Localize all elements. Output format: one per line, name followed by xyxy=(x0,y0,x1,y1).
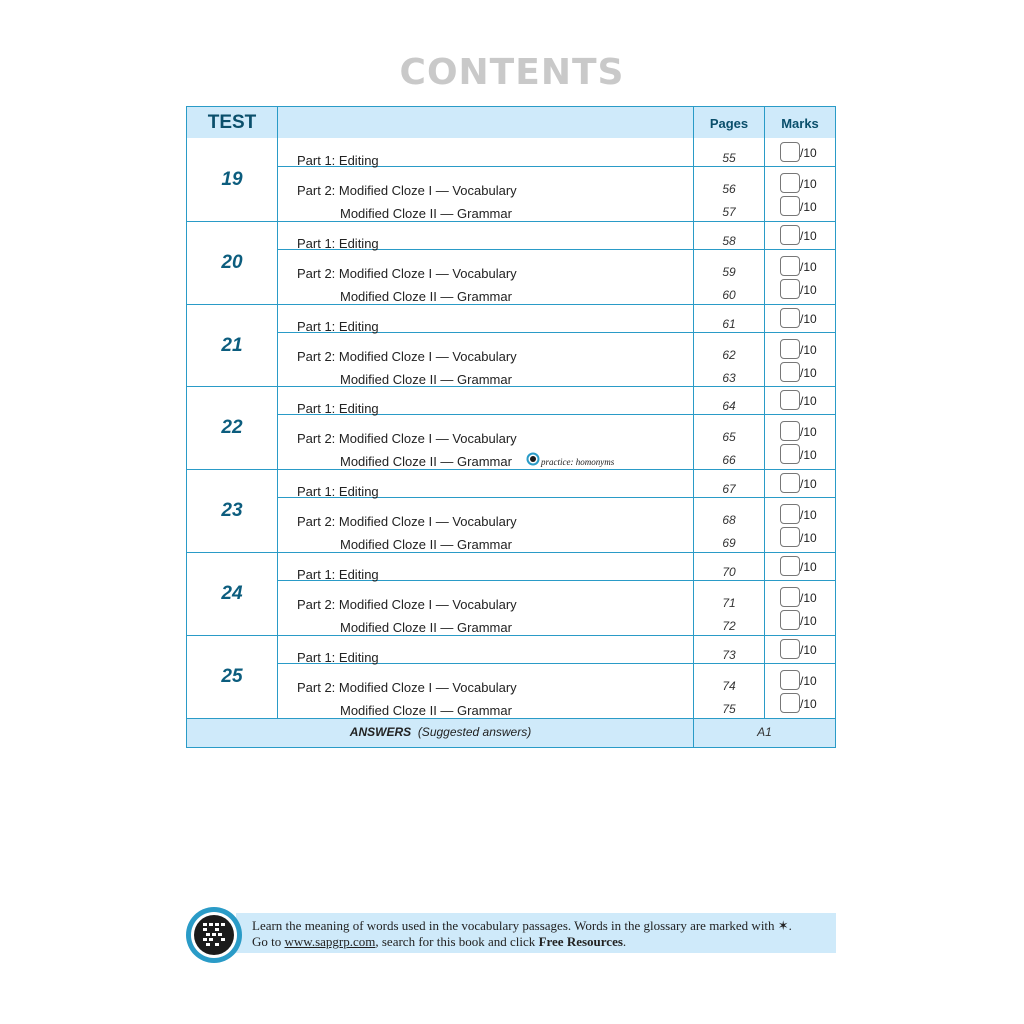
page-number: 61 xyxy=(722,317,736,331)
footer-website-link[interactable]: www.sapgrp.com xyxy=(284,934,376,949)
marks-checkbox[interactable] xyxy=(780,670,800,690)
footer-line-2-prefix: Go to xyxy=(252,934,285,949)
header-marks: Marks xyxy=(781,116,819,131)
marks-checkbox[interactable] xyxy=(780,279,800,299)
marks-checkbox[interactable] xyxy=(780,173,800,193)
marks-checkbox[interactable] xyxy=(780,693,800,713)
marks-total: /10 xyxy=(800,146,817,160)
col-divider-marks xyxy=(764,107,765,718)
block-divider xyxy=(187,304,835,305)
page-number: 64 xyxy=(722,399,736,413)
answers-label xyxy=(188,718,693,747)
marks-total: /10 xyxy=(800,477,817,491)
block-divider xyxy=(187,221,835,222)
page-number: 72 xyxy=(722,619,736,633)
footer-line-2 xyxy=(252,934,626,950)
page-number: 62 xyxy=(722,348,736,362)
marks-checkbox[interactable] xyxy=(780,256,800,276)
row-label: Part 2: Modified Cloze I — Vocabulary xyxy=(297,349,517,364)
marks-total: /10 xyxy=(800,200,817,214)
col-divider-test xyxy=(277,107,278,718)
block-divider xyxy=(187,469,835,470)
glossary-book-icon xyxy=(185,906,243,964)
marks-total: /10 xyxy=(800,448,817,462)
footer-line-1: Learn the meaning of words used in the vocabulary passages. Words in the glossary are marked with ✶. xyxy=(252,918,792,933)
marks-checkbox[interactable] xyxy=(780,196,800,216)
page-number: 73 xyxy=(722,648,736,662)
row-label: Part 1: Editing xyxy=(297,401,379,416)
page-number: 57 xyxy=(722,205,736,219)
page-number: 75 xyxy=(722,702,736,716)
marks-checkbox[interactable] xyxy=(780,504,800,524)
answers-title: ANSWERS xyxy=(349,725,412,739)
row-label: Part 1: Editing xyxy=(297,484,379,499)
block-divider xyxy=(187,552,835,553)
page-number: 66 xyxy=(722,453,736,467)
row-label: Part 1: Editing xyxy=(297,567,379,582)
row-label: Part 1: Editing xyxy=(297,319,379,334)
marks-total: /10 xyxy=(800,343,817,357)
page-number: 55 xyxy=(722,151,736,165)
marks-checkbox[interactable] xyxy=(780,587,800,607)
marks-total: /10 xyxy=(800,177,817,191)
marks-checkbox[interactable] xyxy=(780,639,800,659)
row-label: Part 2: Modified Cloze I — Vocabulary xyxy=(297,183,517,198)
marks-checkbox[interactable] xyxy=(780,556,800,576)
page-number: 70 xyxy=(722,565,736,579)
test-number: 22 xyxy=(221,417,243,438)
marks-checkbox[interactable] xyxy=(780,610,800,630)
test-number: 21 xyxy=(221,335,243,356)
row-label: Modified Cloze II — Grammar xyxy=(340,703,512,718)
page-number: 56 xyxy=(722,182,736,196)
answers-page: A1 xyxy=(757,725,772,739)
row-label: Modified Cloze II — Grammar xyxy=(340,289,512,304)
marks-total: /10 xyxy=(800,425,817,439)
marks-total: /10 xyxy=(800,229,817,243)
marks-checkbox[interactable] xyxy=(780,339,800,359)
marks-checkbox[interactable] xyxy=(780,225,800,245)
page-number: 74 xyxy=(722,679,736,693)
row-label: Modified Cloze II — Grammar xyxy=(340,620,512,635)
marks-total: /10 xyxy=(800,394,817,408)
block-divider xyxy=(187,635,835,636)
marks-total: /10 xyxy=(800,674,817,688)
marks-checkbox[interactable] xyxy=(780,362,800,382)
page-number: 59 xyxy=(722,265,736,279)
page-number: 71 xyxy=(722,596,736,610)
row-label: Part 2: Modified Cloze I — Vocabulary xyxy=(297,266,517,281)
header-pages: Pages xyxy=(709,116,749,131)
marks-total: /10 xyxy=(800,366,817,380)
page-number: 68 xyxy=(722,513,736,527)
row-label: Modified Cloze II — Grammar xyxy=(340,537,512,552)
row-label: Modified Cloze II — Grammar xyxy=(340,206,512,221)
marks-total: /10 xyxy=(800,283,817,297)
marks-checkbox[interactable] xyxy=(780,142,800,162)
header-test: TEST xyxy=(207,112,257,133)
row-label: Part 1: Editing xyxy=(297,650,379,665)
practice-note: practice: homonyms xyxy=(541,457,615,467)
page-number: 65 xyxy=(722,430,736,444)
marks-total: /10 xyxy=(800,697,817,711)
row-label: Part 1: Editing xyxy=(297,153,379,168)
marks-total: /10 xyxy=(800,260,817,274)
marks-total: /10 xyxy=(800,591,817,605)
page-number: 67 xyxy=(722,482,736,496)
page-title: CONTENTS xyxy=(399,52,625,93)
test-number: 23 xyxy=(221,500,243,521)
marks-checkbox[interactable] xyxy=(780,390,800,410)
marks-checkbox[interactable] xyxy=(780,308,800,328)
footer-line-2-suffix: . xyxy=(622,934,627,949)
test-number: 19 xyxy=(221,169,243,190)
page-number: 63 xyxy=(722,371,736,385)
page-number: 69 xyxy=(722,536,736,550)
row-label: Part 2: Modified Cloze I — Vocabulary xyxy=(297,514,517,529)
test-number: 24 xyxy=(221,583,243,604)
answers-note: (Suggested answers) xyxy=(417,725,532,739)
row-label: Modified Cloze II — Grammar xyxy=(340,372,512,387)
footer-free-resources: Free Resources xyxy=(538,934,623,949)
row-label: Part 1: Editing xyxy=(297,236,379,251)
marks-checkbox[interactable] xyxy=(780,527,800,547)
row-label: Part 2: Modified Cloze I — Vocabulary xyxy=(297,597,517,612)
row-label: Part 2: Modified Cloze I — Vocabulary xyxy=(297,680,517,695)
footer-line-2-middle: , search for this book and click xyxy=(375,934,539,949)
marks-total: /10 xyxy=(800,508,817,522)
marks-checkbox[interactable] xyxy=(780,473,800,493)
practice-icon xyxy=(526,452,540,466)
page-number: 58 xyxy=(722,234,736,248)
marks-checkbox[interactable] xyxy=(780,444,800,464)
row-label: Modified Cloze II — Grammar xyxy=(340,454,512,469)
marks-total: /10 xyxy=(800,531,817,545)
row-label: Part 2: Modified Cloze I — Vocabulary xyxy=(297,431,517,446)
test-number: 25 xyxy=(221,666,243,687)
marks-total: /10 xyxy=(800,560,817,574)
marks-total: /10 xyxy=(800,312,817,326)
marks-checkbox[interactable] xyxy=(780,421,800,441)
page-number: 60 xyxy=(722,288,736,302)
test-number: 20 xyxy=(221,252,243,273)
marks-total: /10 xyxy=(800,643,817,657)
marks-total: /10 xyxy=(800,614,817,628)
